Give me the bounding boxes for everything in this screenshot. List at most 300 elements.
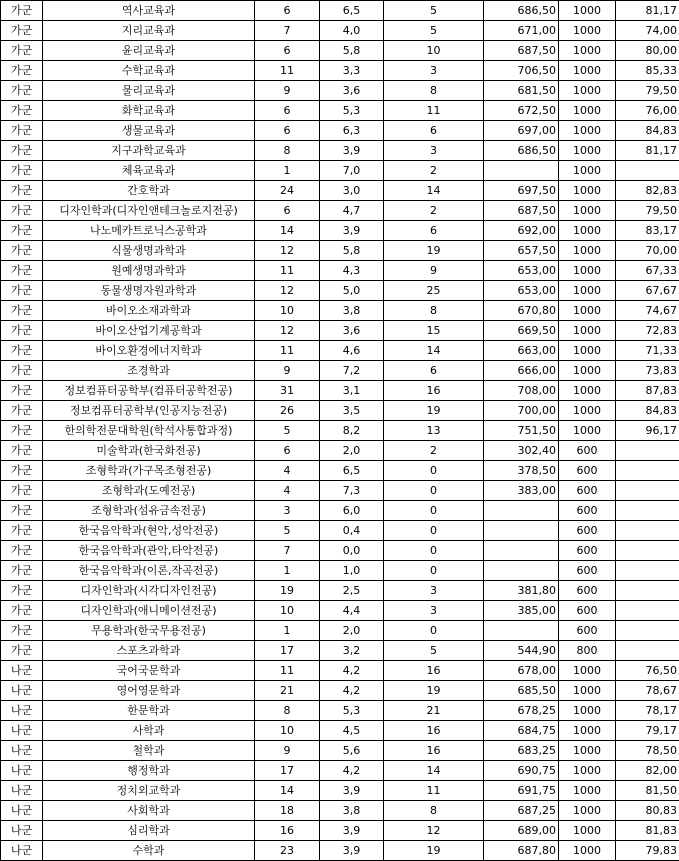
quota-cell: 6 [255,441,320,461]
waitlist-cell: 25 [384,281,484,301]
full-score-cell: 600 [559,601,616,621]
full-score-cell: 1000 [559,301,616,321]
table-row [1,141,679,161]
percent-cell: 78,67 [616,681,679,701]
department-cell: 디자인학과(시각디자인전공) [43,581,255,601]
table-row [1,41,679,61]
group-cell: 가군 [1,261,43,281]
waitlist-cell: 6 [384,361,484,381]
group-cell: 가군 [1,421,43,441]
score-cell: 700,00 [484,401,559,421]
quota-cell: 10 [255,301,320,321]
table-row [1,561,679,581]
waitlist-cell: 21 [384,701,484,721]
score-cell [484,541,559,561]
table-row [1,581,679,601]
percent-cell [616,641,679,661]
group-cell: 가군 [1,581,43,601]
score-cell: 687,25 [484,801,559,821]
table-row [1,81,679,101]
score-cell: 678,00 [484,661,559,681]
quota-cell: 16 [255,821,320,841]
department-cell: 조형학과(도예전공) [43,481,255,501]
competition-rate-cell: 2,0 [320,621,384,641]
table-row [1,441,679,461]
table-row [1,101,679,121]
group-cell: 가군 [1,1,43,21]
percent-cell: 76,50 [616,661,679,681]
full-score-cell: 1000 [559,81,616,101]
score-cell: 672,50 [484,101,559,121]
group-cell: 가군 [1,281,43,301]
score-cell: 708,00 [484,381,559,401]
percent-cell [616,561,679,581]
group-cell: 나군 [1,761,43,781]
department-cell: 동물생명자원과학과 [43,281,255,301]
table-row [1,301,679,321]
competition-rate-cell: 3,9 [320,841,384,861]
department-cell: 정보컴퓨터공학부(컴퓨터공학전공) [43,381,255,401]
score-cell: 666,00 [484,361,559,381]
quota-cell: 17 [255,761,320,781]
group-cell: 나군 [1,721,43,741]
group-cell: 가군 [1,341,43,361]
department-cell: 바이오소재과학과 [43,301,255,321]
score-cell [484,161,559,181]
group-cell: 가군 [1,621,43,641]
table-row [1,521,679,541]
percent-cell: 81,17 [616,1,679,21]
score-cell: 378,50 [484,461,559,481]
competition-rate-cell: 3,9 [320,221,384,241]
waitlist-cell: 11 [384,781,484,801]
waitlist-cell: 0 [384,541,484,561]
full-score-cell: 1000 [559,21,616,41]
score-cell: 681,50 [484,81,559,101]
score-cell: 684,75 [484,721,559,741]
department-cell: 한국음악학과(관악,타악전공) [43,541,255,561]
percent-cell: 79,50 [616,81,679,101]
competition-rate-cell: 4,7 [320,201,384,221]
full-score-cell: 600 [559,581,616,601]
percent-cell [616,461,679,481]
quota-cell: 8 [255,701,320,721]
score-cell: 692,00 [484,221,559,241]
quota-cell: 3 [255,501,320,521]
quota-cell: 11 [255,261,320,281]
department-cell: 사회학과 [43,801,255,821]
department-cell: 윤리교육과 [43,41,255,61]
group-cell: 나군 [1,701,43,721]
competition-rate-cell: 5,8 [320,241,384,261]
full-score-cell: 1000 [559,41,616,61]
table-row [1,321,679,341]
competition-rate-cell: 7,3 [320,481,384,501]
department-cell: 국어국문학과 [43,661,255,681]
competition-rate-cell: 0,0 [320,541,384,561]
full-score-cell: 1000 [559,181,616,201]
score-cell: 544,90 [484,641,559,661]
competition-rate-cell: 5,0 [320,281,384,301]
waitlist-cell: 16 [384,721,484,741]
full-score-cell: 600 [559,621,616,641]
table-row [1,121,679,141]
full-score-cell: 800 [559,641,616,661]
group-cell: 가군 [1,101,43,121]
quota-cell: 9 [255,741,320,761]
waitlist-cell: 0 [384,561,484,581]
waitlist-cell: 6 [384,121,484,141]
waitlist-cell: 13 [384,421,484,441]
competition-rate-cell: 8,2 [320,421,384,441]
waitlist-cell: 2 [384,201,484,221]
department-cell: 화학교육과 [43,101,255,121]
quota-cell: 21 [255,681,320,701]
score-cell: 691,75 [484,781,559,801]
waitlist-cell: 16 [384,661,484,681]
percent-cell: 80,00 [616,41,679,61]
competition-rate-cell: 3,9 [320,141,384,161]
percent-cell: 84,83 [616,121,679,141]
score-cell: 653,00 [484,281,559,301]
competition-rate-cell: 0,4 [320,521,384,541]
full-score-cell: 1000 [559,681,616,701]
full-score-cell: 1000 [559,1,616,21]
full-score-cell: 1000 [559,61,616,81]
table-row [1,761,679,781]
percent-cell [616,481,679,501]
department-cell: 한의학전문대학원(학석사통합과정) [43,421,255,441]
group-cell: 가군 [1,121,43,141]
department-cell: 미술학과(한국화전공) [43,441,255,461]
group-cell: 가군 [1,81,43,101]
competition-rate-cell: 6,3 [320,121,384,141]
score-cell: 686,50 [484,141,559,161]
competition-rate-cell: 3,5 [320,401,384,421]
waitlist-cell: 8 [384,81,484,101]
quota-cell: 10 [255,601,320,621]
department-cell: 스포츠과학과 [43,641,255,661]
competition-rate-cell: 3,8 [320,301,384,321]
score-cell: 687,50 [484,201,559,221]
full-score-cell: 1000 [559,221,616,241]
quota-cell: 7 [255,21,320,41]
percent-cell: 81,17 [616,141,679,161]
full-score-cell: 1000 [559,161,616,181]
quota-cell: 11 [255,661,320,681]
score-cell: 653,00 [484,261,559,281]
table-row [1,661,679,681]
department-cell: 디자인학과(디자인앤테크놀로지전공) [43,201,255,221]
percent-cell: 79,83 [616,841,679,861]
full-score-cell: 600 [559,541,616,561]
department-cell: 원예생명과학과 [43,261,255,281]
quota-cell: 5 [255,421,320,441]
full-score-cell: 1000 [559,101,616,121]
table-body [1,1,679,861]
department-cell: 행정학과 [43,761,255,781]
waitlist-cell: 8 [384,801,484,821]
competition-rate-cell: 3,6 [320,321,384,341]
group-cell: 가군 [1,241,43,261]
quota-cell: 14 [255,221,320,241]
waitlist-cell: 0 [384,501,484,521]
waitlist-cell: 0 [384,461,484,481]
full-score-cell: 600 [559,561,616,581]
waitlist-cell: 16 [384,381,484,401]
score-cell: 683,25 [484,741,559,761]
percent-cell: 87,83 [616,381,679,401]
department-cell: 한문학과 [43,701,255,721]
table-row [1,621,679,641]
quota-cell: 26 [255,401,320,421]
quota-cell: 7 [255,541,320,561]
group-cell: 가군 [1,501,43,521]
full-score-cell: 1000 [559,241,616,261]
waitlist-cell: 5 [384,21,484,41]
competition-rate-cell: 3,6 [320,81,384,101]
table-row [1,481,679,501]
group-cell: 가군 [1,161,43,181]
competition-rate-cell: 4,2 [320,681,384,701]
score-cell: 670,80 [484,301,559,321]
table-row [1,341,679,361]
competition-rate-cell: 5,3 [320,101,384,121]
table-row [1,741,679,761]
competition-rate-cell: 3,9 [320,781,384,801]
percent-cell: 74,67 [616,301,679,321]
competition-rate-cell: 3,1 [320,381,384,401]
waitlist-cell: 3 [384,601,484,621]
group-cell: 가군 [1,201,43,221]
waitlist-cell: 3 [384,141,484,161]
waitlist-cell: 15 [384,321,484,341]
table-row [1,841,679,861]
table-row [1,641,679,661]
full-score-cell: 600 [559,461,616,481]
percent-cell: 67,33 [616,261,679,281]
group-cell: 가군 [1,221,43,241]
score-cell: 685,50 [484,681,559,701]
percent-cell: 82,83 [616,181,679,201]
full-score-cell: 1000 [559,661,616,681]
score-cell [484,561,559,581]
waitlist-cell: 19 [384,401,484,421]
competition-rate-cell: 3,8 [320,801,384,821]
department-cell: 심리학과 [43,821,255,841]
group-cell: 나군 [1,781,43,801]
waitlist-cell: 0 [384,621,484,641]
competition-rate-cell: 4,4 [320,601,384,621]
table-row [1,541,679,561]
waitlist-cell: 5 [384,641,484,661]
percent-cell: 67,67 [616,281,679,301]
score-cell: 302,40 [484,441,559,461]
score-cell: 697,50 [484,181,559,201]
department-cell: 체육교육과 [43,161,255,181]
table-row [1,181,679,201]
department-cell: 생물교육과 [43,121,255,141]
waitlist-cell: 3 [384,61,484,81]
department-cell: 식물생명과학과 [43,241,255,261]
percent-cell: 72,83 [616,321,679,341]
competition-rate-cell: 5,6 [320,741,384,761]
score-cell: 689,00 [484,821,559,841]
waitlist-cell: 16 [384,741,484,761]
percent-cell: 71,33 [616,341,679,361]
full-score-cell: 1000 [559,121,616,141]
group-cell: 나군 [1,821,43,841]
quota-cell: 12 [255,241,320,261]
table-row [1,721,679,741]
competition-rate-cell: 4,6 [320,341,384,361]
group-cell: 나군 [1,661,43,681]
quota-cell: 6 [255,101,320,121]
group-cell: 가군 [1,561,43,581]
table-row [1,801,679,821]
table-row [1,401,679,421]
table-row [1,241,679,261]
group-cell: 가군 [1,441,43,461]
group-cell: 나군 [1,801,43,821]
score-cell: 385,00 [484,601,559,621]
competition-rate-cell: 3,0 [320,181,384,201]
group-cell: 가군 [1,181,43,201]
department-cell: 조경학과 [43,361,255,381]
table-row [1,1,679,21]
full-score-cell: 1000 [559,781,616,801]
full-score-cell: 1000 [559,321,616,341]
percent-cell [616,441,679,461]
score-cell: 686,50 [484,1,559,21]
score-cell: 657,50 [484,241,559,261]
competition-rate-cell: 7,0 [320,161,384,181]
table-row [1,161,679,181]
score-cell: 690,75 [484,761,559,781]
full-score-cell: 1000 [559,821,616,841]
table-row [1,281,679,301]
competition-rate-cell: 7,2 [320,361,384,381]
competition-rate-cell: 6,5 [320,1,384,21]
group-cell: 가군 [1,461,43,481]
group-cell: 가군 [1,381,43,401]
score-cell: 706,50 [484,61,559,81]
waitlist-cell: 14 [384,181,484,201]
quota-cell: 31 [255,381,320,401]
competition-rate-cell: 3,9 [320,821,384,841]
score-cell: 663,00 [484,341,559,361]
score-cell [484,521,559,541]
score-cell: 678,25 [484,701,559,721]
group-cell: 가군 [1,361,43,381]
quota-cell: 8 [255,141,320,161]
quota-cell: 9 [255,81,320,101]
competition-rate-cell: 5,3 [320,701,384,721]
percent-cell: 76,00 [616,101,679,121]
score-cell: 687,80 [484,841,559,861]
table-row [1,381,679,401]
department-cell: 조형학과(가구목조형전공) [43,461,255,481]
table-row [1,821,679,841]
full-score-cell: 1000 [559,721,616,741]
competition-rate-cell: 6,0 [320,501,384,521]
waitlist-cell: 8 [384,301,484,321]
group-cell: 가군 [1,21,43,41]
quota-cell: 19 [255,581,320,601]
department-cell: 철학과 [43,741,255,761]
waitlist-cell: 19 [384,841,484,861]
quota-cell: 18 [255,801,320,821]
waitlist-cell: 6 [384,221,484,241]
percent-cell [616,541,679,561]
quota-cell: 17 [255,641,320,661]
competition-rate-cell: 4,2 [320,761,384,781]
quota-cell: 1 [255,561,320,581]
group-cell: 나군 [1,681,43,701]
department-cell: 디자인학과(애니메이션전공) [43,601,255,621]
quota-cell: 12 [255,281,320,301]
department-cell: 물리교육과 [43,81,255,101]
score-cell [484,501,559,521]
department-cell: 바이오산업기계공학과 [43,321,255,341]
score-cell: 697,00 [484,121,559,141]
quota-cell: 11 [255,61,320,81]
table-row [1,61,679,81]
department-cell: 지구과학교육과 [43,141,255,161]
quota-cell: 1 [255,621,320,641]
group-cell: 가군 [1,401,43,421]
full-score-cell: 1000 [559,421,616,441]
table-row [1,601,679,621]
percent-cell: 96,17 [616,421,679,441]
group-cell: 가군 [1,141,43,161]
group-cell: 가군 [1,521,43,541]
score-cell [484,621,559,641]
percent-cell: 82,00 [616,761,679,781]
competition-rate-cell: 6,5 [320,461,384,481]
quota-cell: 6 [255,41,320,61]
table-row [1,701,679,721]
waitlist-cell: 5 [384,1,484,21]
waitlist-cell: 14 [384,341,484,361]
quota-cell: 1 [255,161,320,181]
group-cell: 가군 [1,61,43,81]
group-cell: 가군 [1,321,43,341]
department-cell: 지리교육과 [43,21,255,41]
table-row [1,461,679,481]
waitlist-cell: 12 [384,821,484,841]
competition-rate-cell: 5,8 [320,41,384,61]
waitlist-cell: 3 [384,581,484,601]
quota-cell: 9 [255,361,320,381]
department-cell: 한국음악학과(현악,성악전공) [43,521,255,541]
department-cell: 정치외교학과 [43,781,255,801]
department-cell: 간호학과 [43,181,255,201]
quota-cell: 10 [255,721,320,741]
quota-cell: 24 [255,181,320,201]
percent-cell: 84,83 [616,401,679,421]
department-cell: 조형학과(섬유금속전공) [43,501,255,521]
percent-cell [616,501,679,521]
waitlist-cell: 11 [384,101,484,121]
full-score-cell: 1000 [559,761,616,781]
waitlist-cell: 19 [384,241,484,261]
competition-rate-cell: 4,2 [320,661,384,681]
percent-cell: 78,17 [616,701,679,721]
competition-rate-cell: 2,5 [320,581,384,601]
department-cell: 한국음악학과(이론,작곡전공) [43,561,255,581]
waitlist-cell: 0 [384,481,484,501]
